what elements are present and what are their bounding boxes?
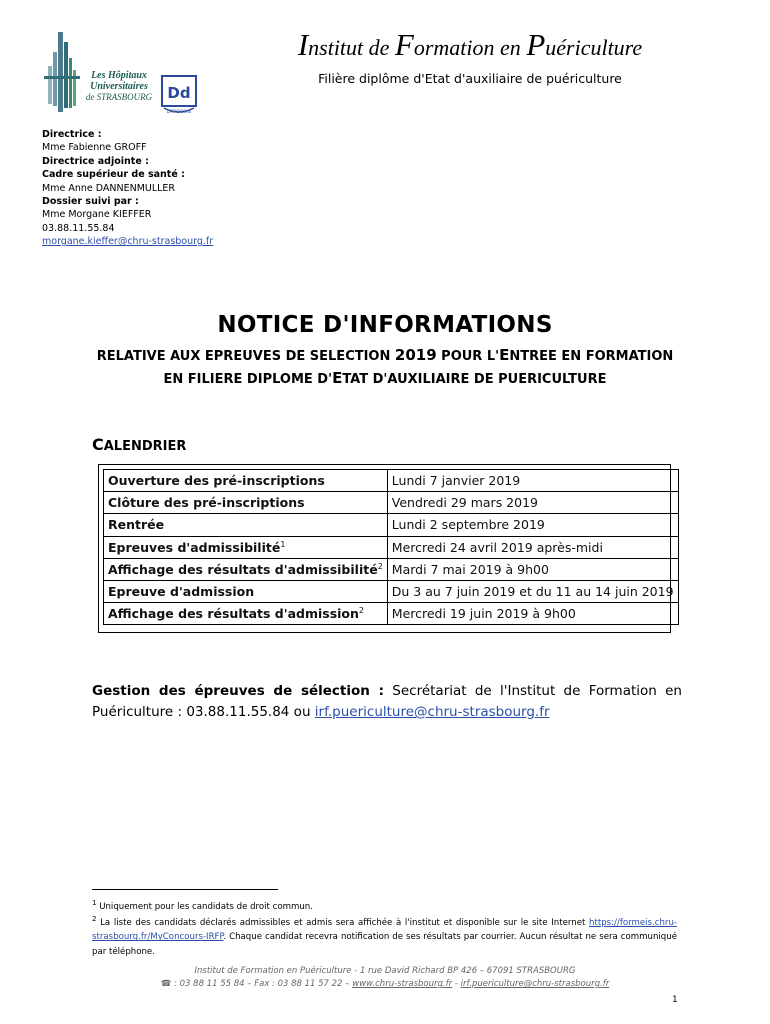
calendar-row	[104, 470, 679, 492]
calendar-row	[104, 580, 679, 602]
directrice-label: Directrice :	[42, 129, 102, 140]
footnote-1: $^1$ Uniquement pour les candidats de droit commun.	[92, 899, 313, 912]
footer-email-link[interactable]: irf.puericulture@chru-strasbourg.fr	[460, 979, 610, 989]
contact-email-link[interactable]: morgane.kieffer@chru-strasbourg.fr	[42, 236, 214, 248]
cadre-label: Cadre supérieur de santé :	[42, 169, 185, 181]
calendar-heading: CALENDRIER	[92, 435, 187, 454]
calendar-row-date: Vendredi 29 mars 2019	[387, 492, 678, 514]
myconcours-link[interactable]: https://formeis.chru-strasbourg.fr/MyConcours-IRFP	[92, 918, 677, 943]
calendar-row-label: Ouverture des pré-inscriptions	[104, 470, 388, 492]
calendar-row-date: Lundi 2 septembre 2019	[387, 514, 678, 536]
page-number: 1	[672, 995, 678, 1005]
filiere-subtitle: Filière diplôme d'Etat d'auxiliaire de puériculture	[318, 71, 622, 86]
calendar-row-date: Lundi 7 janvier 2019	[387, 470, 678, 492]
calendar-row-date: Mercredi 19 juin 2019 à 9h00	[387, 603, 678, 625]
calendar-row-label: Affichage des résultats d'admissibilité$^2$	[104, 558, 388, 580]
calendar-row	[104, 603, 679, 625]
calendar-row-label: Clôture des pré-inscriptions	[104, 492, 388, 514]
gestion-paragraph	[92, 681, 682, 723]
notice-subtitle-line-1: RELATIVE AUX EPREUVES DE SELECTION 2019 POUR L'ENTREE EN FORMATION	[96, 346, 674, 364]
calendar-row-date: Mardi 7 mai 2019 à 9h00	[387, 558, 678, 580]
adjointe-label: Directrice adjointe :	[42, 155, 149, 167]
footer-address: Institut de Formation en Puériculture - 1 rue David Richard BP 426 – 67091 STRASBOURG	[194, 966, 576, 976]
dossier-label: Dossier suivi par :	[42, 196, 139, 208]
institute-title: Institut de Formation en Puériculture	[297, 27, 643, 62]
gestion-text: Secrétariat de l'Institut de Formation en Puériculture : 03.88.11.55.84 ou	[92, 683, 682, 720]
footer-contact-line: ☎ : 03 88 11 55 84 – Fax : 03 88 11 57 22 – www.chru-strasbourg.fr - irf.puericulture@chru-strasbourg.fr	[160, 979, 610, 989]
calendar-row	[104, 536, 679, 558]
footnote-2: $^2$ La liste des candidats déclarés admissibles et admis sera affichée à l'institut et disponible sur le site Internet https://formeis.chru-strasbourg.fr/MyConcours-IRFP. Chaque candidat recevra notification de ses résultats par courrier. Aucun résultat ne sera communiqué par téléphone.	[92, 915, 677, 957]
contact-block	[42, 128, 213, 249]
badge-letters: Dd	[167, 84, 191, 102]
hopitaux-logo-text	[80, 70, 158, 103]
logo-line-3: de STRASBOURG	[85, 92, 153, 102]
badge-caption: DATADOCKÉ	[166, 109, 192, 114]
footnote-ref: 1	[280, 539, 286, 549]
directrice-name: Mme Fabienne GROFF	[42, 142, 147, 154]
calendar-row-date: Du 3 au 7 juin 2019 et du 11 au 14 juin 2019	[387, 580, 678, 602]
logo-line-1: Les Hôpitaux	[91, 70, 147, 81]
gestion-email-link[interactable]: irf.puericulture@chru-strasbourg.fr	[314, 704, 550, 720]
calendar-row-label: Epreuves d'admissibilité$^1$	[104, 536, 388, 558]
cadre-name: Mme Anne DANNENMULLER	[42, 182, 176, 194]
datadocke-badge	[160, 74, 198, 116]
calendar-row	[104, 492, 679, 514]
dossier-name: Mme Morgane KIEFFER	[42, 209, 152, 221]
calendar-row	[104, 558, 679, 580]
calendar-table	[103, 469, 679, 625]
footnote-divider	[92, 889, 278, 890]
footnote-ref: 2	[377, 561, 383, 571]
phone-icon: ☎	[160, 979, 172, 989]
gestion-label: Gestion des épreuves de sélection :	[92, 683, 384, 699]
hopitaux-logo-mark	[44, 30, 80, 116]
calendar-row-label: Epreuve d'admission	[104, 580, 388, 602]
calendar-row	[104, 514, 679, 536]
footnote-ref: 2	[358, 606, 365, 616]
calendar-row-label: Affichage des résultats d'admission$^2$	[104, 603, 388, 625]
calendar-row-date: Mercredi 24 avril 2019 après-midi	[387, 536, 678, 558]
contact-phone: 03.88.11.55.84	[42, 222, 115, 234]
calendar-row-label: Rentrée	[104, 514, 388, 536]
footer-site-link[interactable]: www.chru-strasbourg.fr	[352, 979, 453, 989]
notice-subtitle-line-2: EN FILIERE DIPLOME D'ETAT D'AUXILIAIRE DE PUERICULTURE	[163, 369, 607, 387]
notice-title: NOTICE D'INFORMATIONS	[217, 312, 553, 338]
logo-line-2: Universitaires	[90, 81, 148, 92]
